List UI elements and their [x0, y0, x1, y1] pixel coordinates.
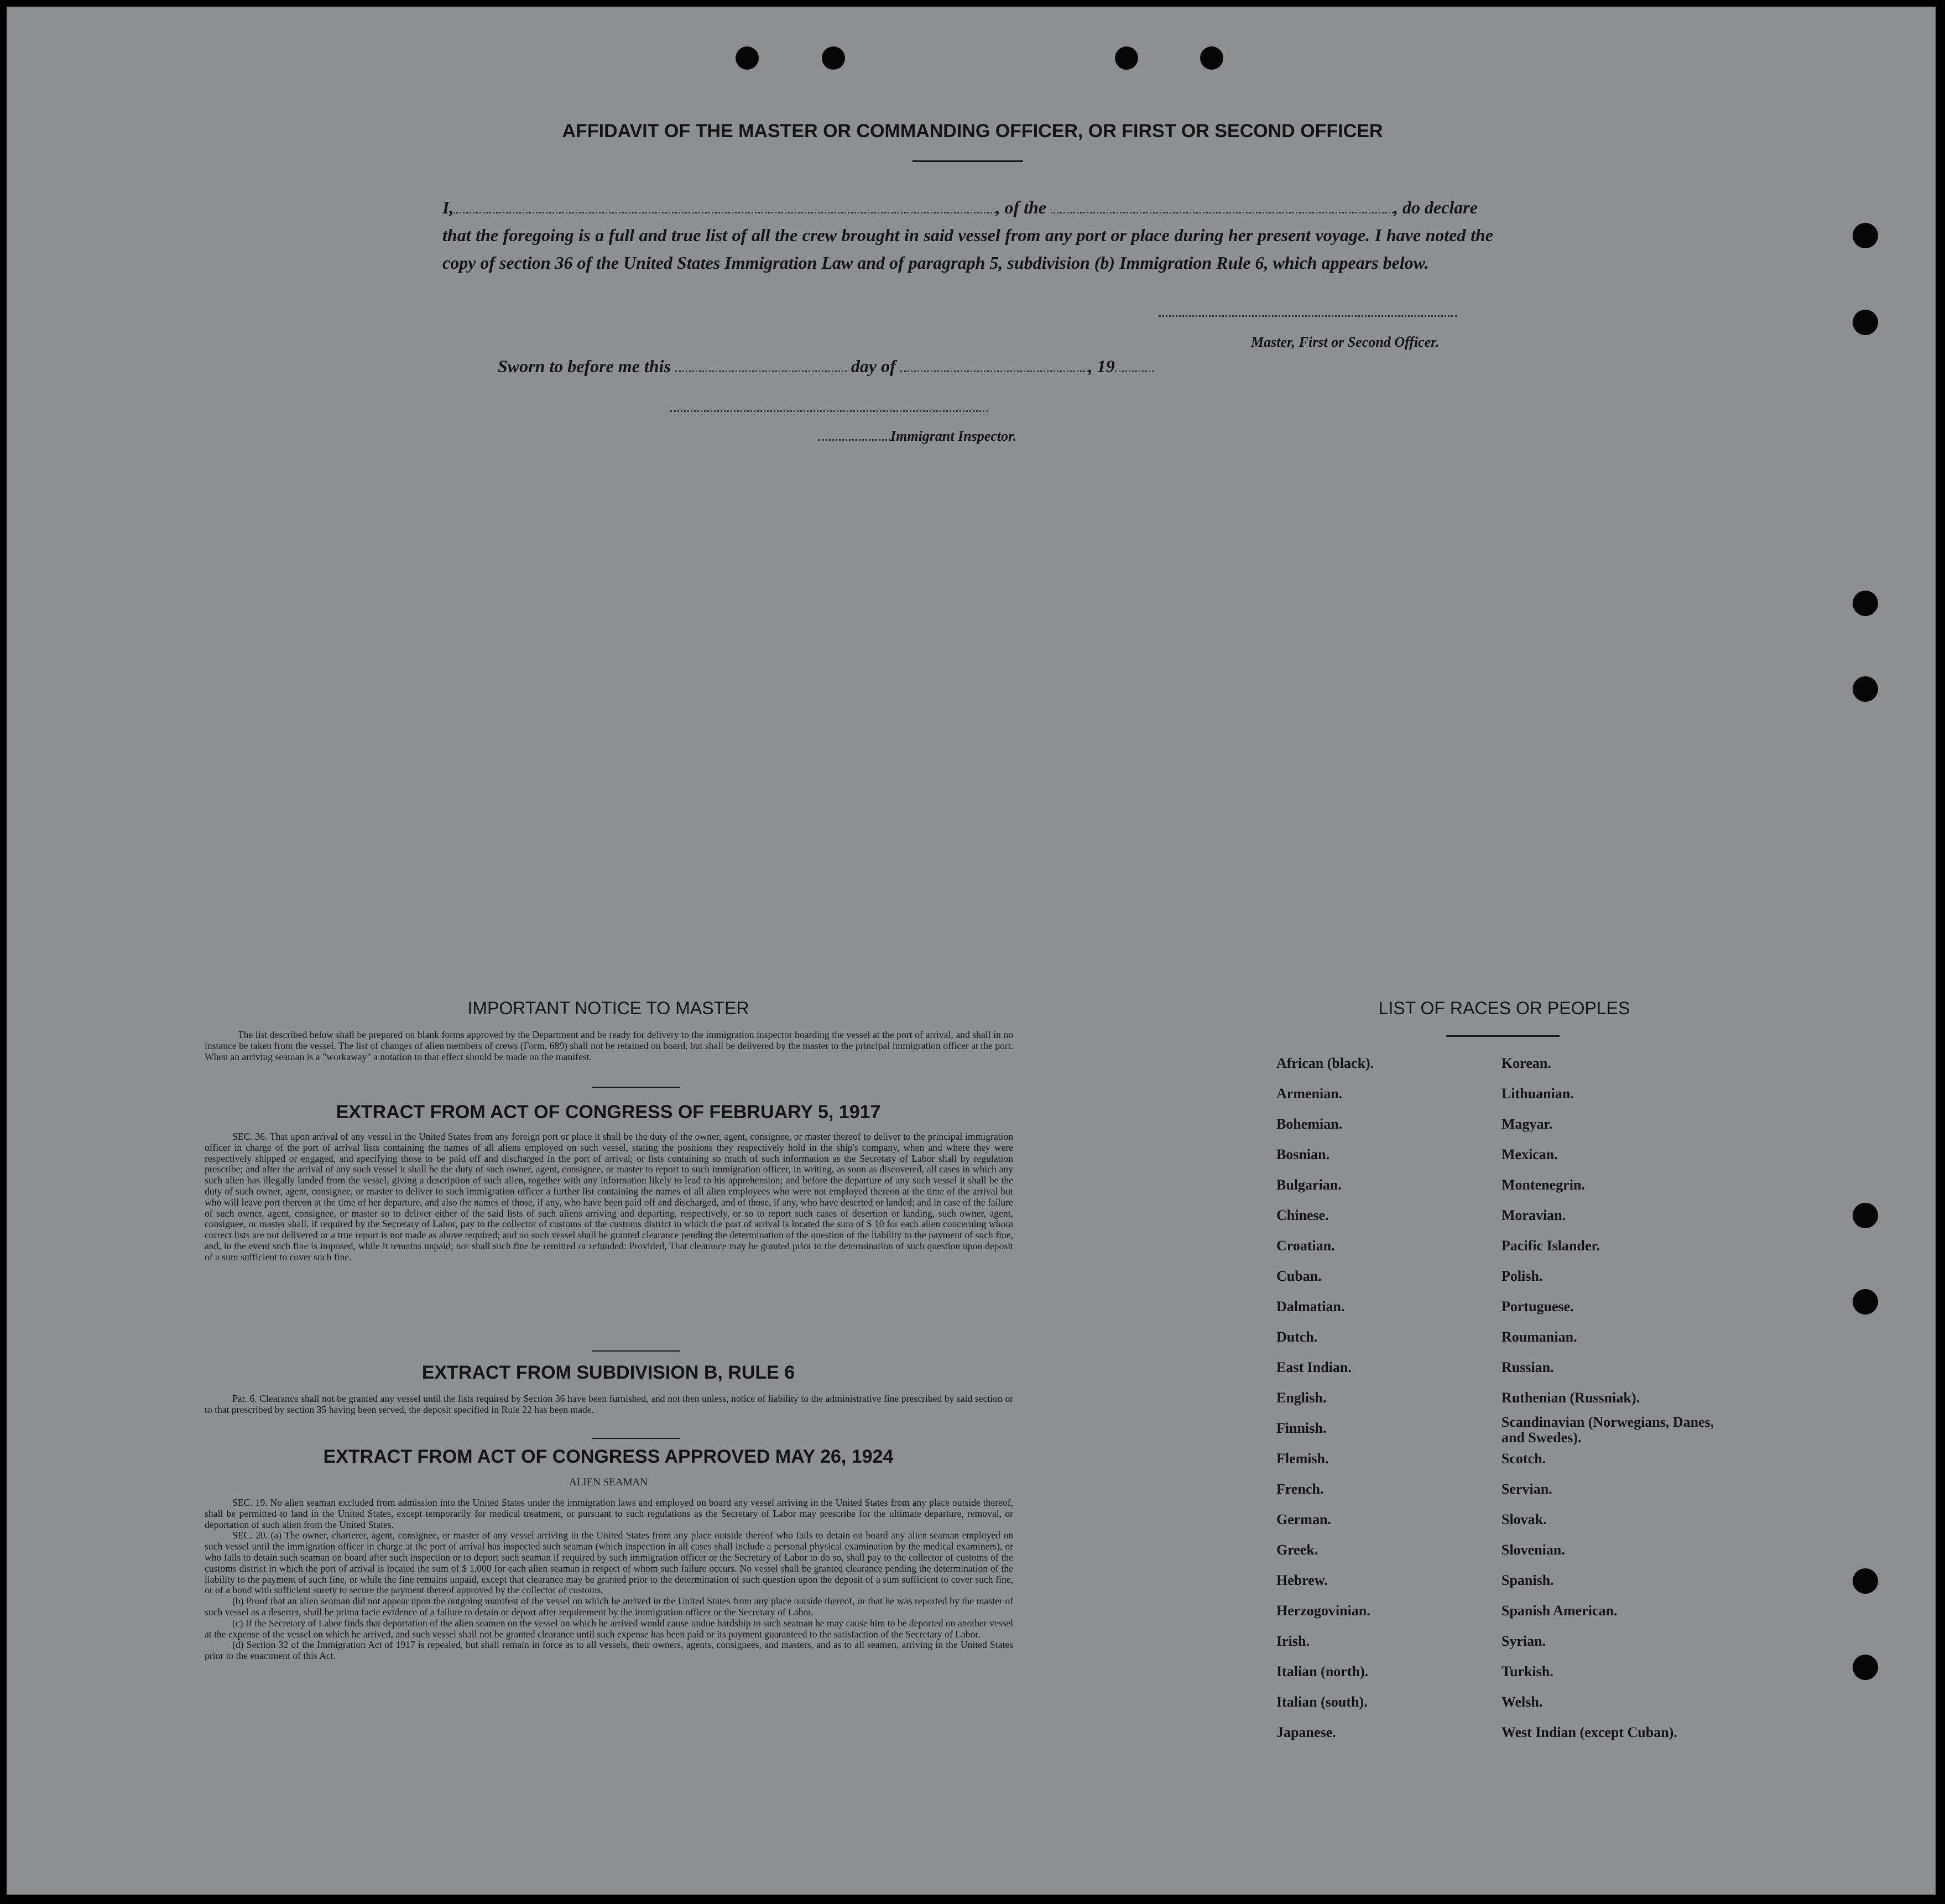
sworn-day-blank [675, 354, 847, 372]
extract-1924-title: EXTRACT FROM ACT OF CONGRESS APPROVED MAY 26, 1924 [323, 1446, 894, 1467]
race-item: Scotch. [1501, 1451, 1546, 1467]
race-item: Bosnian. [1276, 1146, 1330, 1162]
divider [592, 1087, 680, 1088]
sworn-year-label: , 19 [1088, 356, 1115, 376]
race-item: Russian. [1501, 1359, 1554, 1375]
inspector-signature-line [670, 410, 988, 412]
race-item: Dutch. [1276, 1329, 1318, 1345]
notice-title: IMPORTANT NOTICE TO MASTER [467, 998, 749, 1018]
race-item: French. [1276, 1481, 1324, 1497]
race-item: Armenian. [1276, 1086, 1343, 1102]
race-item: Greek. [1276, 1542, 1318, 1558]
notice-text: The list described below shall be prepared on blank forms approved by the Department and be ready for delivery to the immigration inspector boarding the vessel at the port of arrival, and shall in no instance be taken from the vessel. The list of changes of alien members of crews (Form. 689) shall not be retained on board, but shall be delivered by the master to the principal immigration officer at the port. When an arriving seaman is a "workaway" a notation to that effect should be made on the manifest. [205, 1029, 1013, 1062]
punch-hole [736, 46, 759, 70]
race-item: Syrian. [1501, 1633, 1546, 1649]
race-item: Spanish. [1501, 1572, 1554, 1588]
punch-hole [1853, 1289, 1878, 1314]
race-item: Japanese. [1276, 1724, 1336, 1740]
sworn-day-of-label: day of [851, 356, 896, 376]
race-item: Croatian. [1276, 1238, 1335, 1254]
divider [592, 1350, 680, 1352]
sworn-month-blank [900, 354, 1088, 372]
race-item: Mexican. [1501, 1146, 1558, 1162]
race-item: English. [1276, 1390, 1327, 1406]
inspector-label: Immigrant Inspector. [890, 428, 1017, 444]
race-item: Magyar. [1501, 1116, 1553, 1132]
declare-of-the-label: , of the [995, 197, 1046, 217]
race-item: Polish. [1501, 1268, 1543, 1284]
race-item: East Indian. [1276, 1359, 1352, 1375]
races-title: LIST OF RACES OR PEOPLES [1378, 998, 1630, 1018]
race-item: Cuban. [1276, 1268, 1322, 1284]
extract-1917-text: SEC. 36. That upon arrival of any vessel in the United States from any foreign port or place it shall be the duty of the owner, agent, consignee, or master thereof to deliver to the principal immigration officer in charge of the port of arrival lists containing the names of all aliens employed on such vessel, stating the positions they respectively hold in the ship's company, when and where they were respectively shipped or engaged, and specifying those to be paid off and discharged in the port of arrival; or lists containing so much of such information as the Secretary of Labor shall by regulation prescribe; and after the arrival of any such vessel it shall be the duty of such owner, agent, consignee, or master to report to such immigration officer, in writing, as soon as discovered, all cases in which any such alien has illegally landed from the vessel, giving a description of such alien, together with any information likely to lead to his apprehension; and before the departure of any such vessel it shall be the duty of such owner, agent, consignee, or master to deliver to such immigration officer a further list containing the names of all alien employees who were not employed thereon at the time of the arrival but who will leave port thereon at the time of her departure, and also the names of those, if any, who have been paid off and discharged, and of those, if any, who have deserted or landed; and in case of the failure of such owner, agent, consignee, or master so to deliver either of the said lists of such aliens arriving and departing, respectively, or so to report such cases of desertion or landing, such owner, agent, consignee, or master shall, if required by the Secretary of Labor, pay to the collector of customs of the customs district in which the port of arrival is located the sum of $ 10 for each alien concerning whom correct lists are not delivered or a true report is not made as above required; and no such vessel shall be granted clearance pending the determination of the question of the liability to the payment of such fine, and, in the event such fine is imposed, while it remains unpaid; nor shall such fine be remitted or refunded: Provided, That clearance may be granted prior to the determination of such question upon deposit of a sum sufficient to cover such fine. [205, 1131, 1013, 1263]
extract-1924-body [205, 1498, 1013, 1662]
race-item: Welsh. [1501, 1694, 1543, 1710]
affidavit-title: AFFIDAVIT OF THE MASTER OR COMMANDING OFFICER, OR FIRST OR SECOND OFFICER [562, 121, 1383, 142]
race-item: Korean. [1501, 1055, 1551, 1071]
race-item: Irish. [1276, 1633, 1310, 1649]
sworn-prefix: Sworn to before me this [498, 356, 671, 376]
race-item: Lithuanian. [1501, 1086, 1574, 1102]
divider [592, 1438, 680, 1439]
race-item: Ruthenian (Russniak). [1501, 1390, 1640, 1406]
race-item: Spanish American. [1501, 1603, 1618, 1619]
race-item: West Indian (except Cuban). [1501, 1724, 1677, 1740]
race-item: Chinese. [1276, 1207, 1329, 1223]
race-item: African (black). [1276, 1055, 1374, 1071]
race-item: German. [1276, 1511, 1331, 1527]
extract-1924-paragraph: (d) Section 32 of the Immigration Act of 1917 is repealed, but shall remain in force as to all vessels, their owners, agents, consignees, and masters, and as to all seamen, arriving in the United States prior to the enactment of this Act. [205, 1639, 1013, 1662]
punch-hole [1200, 46, 1223, 70]
race-item: Slovak. [1501, 1511, 1547, 1527]
extract-1917-title: EXTRACT FROM ACT OF CONGRESS OF FEBRUARY 5, 1917 [336, 1102, 881, 1123]
race-item: Moravian. [1501, 1207, 1566, 1223]
sworn-line [498, 354, 1154, 377]
punch-hole [1853, 310, 1878, 335]
race-item: Scandinavian (Norwegians, Danes, and Swedes). [1501, 1414, 1714, 1446]
race-item: Hebrew. [1276, 1572, 1328, 1588]
race-item: Italian (north). [1276, 1663, 1369, 1679]
declare-do-declare-label: , do declare [1394, 197, 1478, 217]
extract-1924-paragraph: (c) If the Secretary of Labor finds that deportation of the alien seamen on the vessel on which he arrived would cause undue hardship to such seaman he may cause him to be deported on another vessel at the expense of the vessel on which he arrived, and such vessel shall not be granted clearance until such expense has been paid or its payment guaranteed to the satisfaction of the Secretary of Labor. [205, 1617, 1013, 1640]
extract-rule6-title: EXTRACT FROM SUBDIVISION B, RULE 6 [421, 1362, 795, 1383]
race-item: Roumanian. [1501, 1329, 1577, 1345]
extract-rule6-text: Par. 6. Clearance shall not be granted any vessel until the lists required by Section 36 have been furnished, and not then unless, notice of liability to the administrative fine prescribed by said section or to that prescribed by section 35 having been served, the deposit specified in Rule 22 has been made. [205, 1393, 1013, 1415]
race-item: Flemish. [1276, 1451, 1329, 1467]
punch-hole [822, 46, 845, 70]
master-signature-line [1159, 315, 1457, 317]
extract-1924-paragraph: (b) Proof that an alien seaman did not appear upon the outgoing manifest of the vessel on which he arrived in the United States from any place outside thereof, or that he was reported by the master of such vessel as a deserter, shall be prima facie evidence of a failure to detain or deport after requirement by the immigration officer or the Secretary of Labor. [205, 1595, 1013, 1618]
sworn-year-blank [1115, 354, 1154, 372]
race-item: Italian (south). [1276, 1694, 1368, 1710]
race-item: Servian. [1501, 1481, 1552, 1497]
extract-1924-subtitle: ALIEN SEAMAN [569, 1477, 648, 1488]
punch-hole [1853, 591, 1878, 616]
vessel-blank [1051, 195, 1394, 213]
declaration-text: that the foregoing is a full and true list of all the crew brought in said vessel from any port or place during her present voyage. I have noted the copy of section 36 of the United States Immigration Law and of paragraph 5, subdivision (b) Immigration Rule 6, which appears below. [442, 225, 1493, 273]
race-item: Dalmatian. [1276, 1298, 1345, 1314]
race-item: Portuguese. [1501, 1298, 1574, 1314]
extract-1924-paragraph: SEC. 19. No alien seaman excluded from admission into the United States under the immigration laws and employed on board any vessel arriving in the United States from any place outside thereof, shall be permitted to land in the United States, except temporarily for medical treatment, or pursuant to such regulations as the Secretary of Labor may prescribe for the ultimate departure, removal, or deportation of such alien from the United States. [205, 1497, 1013, 1530]
race-item: Slovenian. [1501, 1542, 1565, 1558]
declaration-first-line [442, 194, 1493, 221]
punch-hole [1853, 223, 1878, 248]
race-item: Montenegrin. [1501, 1177, 1585, 1193]
race-item: Bulgarian. [1276, 1177, 1342, 1193]
race-item: Pacific Islander. [1501, 1238, 1600, 1254]
race-item: Bohemian. [1276, 1116, 1343, 1132]
punch-hole [1115, 46, 1138, 70]
inspector-label-row [818, 426, 1016, 445]
title-underline [1446, 1035, 1560, 1037]
master-signature-label: Master, First or Second Officer. [1251, 334, 1440, 350]
title-underline [912, 160, 1023, 162]
declare-i-label: I, [442, 197, 454, 217]
punch-hole [1853, 1568, 1878, 1594]
race-item: Finnish. [1276, 1420, 1327, 1436]
race-item: Turkish. [1501, 1663, 1553, 1679]
race-item: Herzogovinian. [1276, 1603, 1370, 1619]
name-blank [453, 195, 995, 213]
punch-hole [1853, 676, 1878, 702]
punch-hole [1853, 1655, 1878, 1680]
punch-hole [1853, 1203, 1878, 1228]
inspector-dots [818, 426, 890, 441]
extract-1924-paragraph: SEC. 20. (a) The owner, charterer, agent, consignee, or master of any vessel arriving in the United States from any place outside thereof who fails to detain on board any alien seaman employed on such vessel until the immigration officer in charge at the port of arrival has inspected such seaman (which inspection in all cases shall include a personal physical examination by the medical examiners), or who fails to detain such seaman on board after such inspection or to deport such seaman if required by such immigration officer or the Secretary of Labor to do so, shall pay to the collector of customs of the customs district in which the port of arrival is located the sum of $ 1,000 for each alien seaman in respect of whom such failure occurs. No vessel shall be granted clearance pending the determination of the liability to the payment of such fine, or while the fine remains unpaid, except that clearance may be granted prior to the determination of such question upon the deposit of a sum sufficient to cover such fine, or of a bond with sufficient surety to secure the payment thereof approved by the collector of customs. [205, 1530, 1013, 1596]
